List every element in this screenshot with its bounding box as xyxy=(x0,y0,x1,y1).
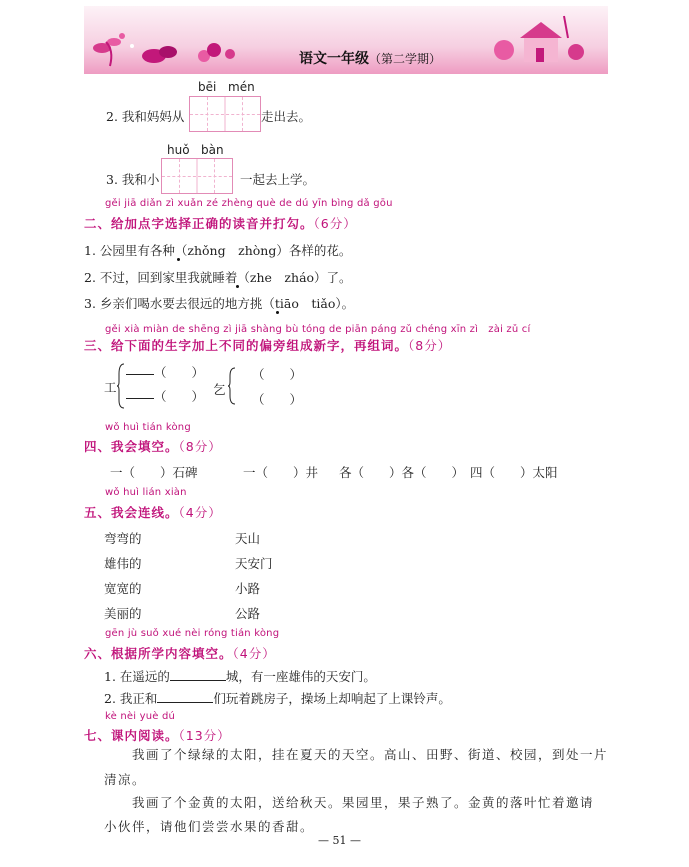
section6-title xyxy=(84,644,276,662)
section5-title-text: 五、我会连线。 xyxy=(84,505,179,520)
match-left-4[interactable]: 美丽的 xyxy=(104,606,142,621)
section2-line-1: 1. 公园里有各种（zhǒng zhòng）各样的花。 xyxy=(84,243,352,258)
page-number: — 51 — xyxy=(318,834,361,847)
section6-line-1 xyxy=(104,667,376,685)
house-icon xyxy=(494,16,584,62)
section7-points: （13分） xyxy=(178,728,231,743)
item2-suffix: 走出去。 xyxy=(261,109,312,124)
section6-pinyin: gēn jù suǒ xué nèi róng tián kòng xyxy=(105,628,280,639)
section2-pinyin: gěi jiā diǎn zì xuǎn zé zhèng què de dú yīn bìng dǎ gōu xyxy=(105,198,393,209)
header-title xyxy=(299,48,441,68)
section4-pinyin: wǒ huì tián kòng xyxy=(105,422,191,433)
section7-title-text: 七、课内阅读。 xyxy=(84,728,179,743)
section6-line1-start: 1. 在遥远的 xyxy=(104,669,170,684)
section6-line-2 xyxy=(104,689,451,707)
match-right-2[interactable]: 天安门 xyxy=(235,556,273,571)
section7-pinyin: kè nèi yuè dú xyxy=(105,711,176,722)
section6-blank-2[interactable] xyxy=(157,702,213,703)
item3-pinyin-2: bàn xyxy=(201,143,224,157)
section4-points: （8分） xyxy=(178,439,222,454)
section6-line1-end: 城，有一座雄伟的天安门。 xyxy=(225,669,376,684)
section3-brace-1 xyxy=(116,362,126,410)
section3-blank-1b[interactable] xyxy=(126,398,154,399)
section3-points: （8分） xyxy=(408,338,452,353)
section2-line-3: 3. 乡亲们喝水要去很远的地方挑（tiāo tiǎo）。 xyxy=(84,296,355,311)
item3-pinyin-1: huǒ xyxy=(167,143,190,157)
emphasis-dot-2 xyxy=(236,285,239,288)
match-right-4[interactable]: 公路 xyxy=(235,606,261,621)
section5-title xyxy=(84,503,222,521)
item3-suffix: 一起去上学。 xyxy=(240,172,316,187)
section3-title-text: 三、给下面的生字加上不同的偏旁组成新字，再组词。 xyxy=(84,338,409,353)
section3-char-2: 乞 xyxy=(213,382,226,397)
section2-title xyxy=(84,214,357,232)
reading-para1-line1: 我画了个绿绿的太阳，挂在夏天的天空。高山、田野、街道、校园，到处一片 xyxy=(132,747,609,762)
header-subtitle: （第二学期） xyxy=(369,52,442,66)
section3-paren-1b[interactable]: （ ） xyxy=(154,389,205,404)
emphasis-dot-3 xyxy=(276,311,279,314)
section6-points: （4分） xyxy=(232,646,276,661)
section4-item-2[interactable]: 一（ ）井 xyxy=(243,465,319,480)
item2-pinyin-2: mén xyxy=(228,80,255,94)
section6-blank-1[interactable] xyxy=(170,680,226,681)
header-title-text: 语文一年级 xyxy=(299,51,369,67)
flower-cluster-left-icon xyxy=(93,33,235,66)
item2-pinyin-1: bēi xyxy=(198,80,217,94)
section6-line2-start: 2. 我正和 xyxy=(104,691,158,706)
section4-item-1[interactable]: 一（ ）石碑 xyxy=(110,465,198,480)
section4-title-text: 四、我会填空。 xyxy=(84,439,179,454)
section3-pinyin: gěi xià miàn de shēng zì jiā shàng bù tóng de piān páng zǔ chéng xīn zì zài zǔ cí xyxy=(105,324,531,335)
section4-title xyxy=(84,437,222,455)
match-left-2[interactable]: 雄伟的 xyxy=(104,556,142,571)
section6-line2-end: 们玩着跳房子，操场上却响起了上课铃声。 xyxy=(213,691,451,706)
section3-paren-2b[interactable]: （ ） xyxy=(252,392,303,407)
section3-paren-1a[interactable]: （ ） xyxy=(154,365,205,380)
match-right-1[interactable]: 天山 xyxy=(235,531,261,546)
reading-para2-line2: 小伙伴，请他们尝尝水果的香甜。 xyxy=(104,819,315,834)
item2-prefix: 2. 我和妈妈从 xyxy=(106,109,185,124)
reading-para1-line2: 清凉。 xyxy=(104,772,147,787)
section3-brace-2 xyxy=(227,362,237,410)
emphasis-dot-1 xyxy=(177,258,180,261)
match-left-1[interactable]: 弯弯的 xyxy=(104,531,142,546)
item2-writing-grid[interactable] xyxy=(189,96,261,132)
section3-blank-1a[interactable] xyxy=(126,374,154,375)
section3-paren-2a[interactable]: （ ） xyxy=(252,367,303,382)
section3-char-1: 工 xyxy=(104,380,117,395)
section5-points: （4分） xyxy=(178,505,222,520)
match-left-3[interactable]: 宽宽的 xyxy=(104,581,142,596)
item3-writing-grid[interactable] xyxy=(161,158,233,194)
section2-title-text: 二、给加点字选择正确的读音并打勾。 xyxy=(84,216,314,231)
section4-item-4[interactable]: 四（ ）太阳 xyxy=(470,465,558,480)
section5-pinyin: wǒ huì lián xiàn xyxy=(105,487,187,498)
reading-para2-line1: 我画了个金黄的太阳，送给秋天。果园里，果子熟了。金黄的落叶忙着邀请 xyxy=(132,795,595,810)
section2-points: （6分） xyxy=(313,216,357,231)
section3-title xyxy=(84,336,451,354)
page-header xyxy=(84,6,608,74)
section6-title-text: 六、根据所学内容填空。 xyxy=(84,646,233,661)
section4-item-3[interactable]: 各（ ）各（ ） xyxy=(339,465,465,480)
match-right-3[interactable]: 小路 xyxy=(235,581,261,596)
section2-line-2: 2. 不过，回到家里我就睡着（zhe zháo）了。 xyxy=(84,270,352,285)
item3-prefix: 3. 我和小 xyxy=(106,172,160,187)
